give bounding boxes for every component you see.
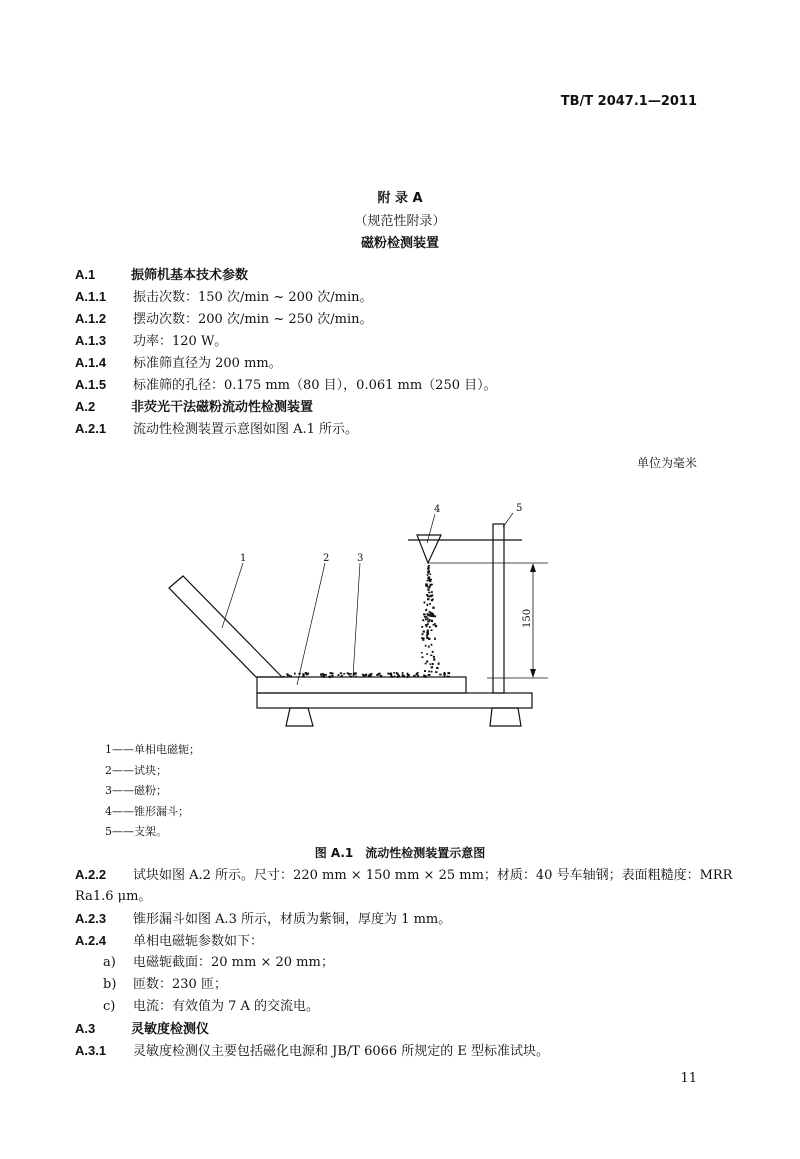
powder-particle	[438, 663, 440, 665]
item-text: 匝数：230 匝；	[133, 977, 227, 992]
powder-particle	[369, 676, 372, 677]
clause-number: A.3.1	[75, 1043, 107, 1058]
powder-particle	[341, 675, 343, 677]
powder-particle	[425, 676, 427, 678]
powder-particle	[429, 614, 431, 616]
powder-particle	[434, 638, 436, 640]
powder-particle	[429, 663, 431, 665]
powder-particle	[448, 673, 450, 674]
powder-particle	[378, 673, 380, 675]
powder-particle	[448, 676, 450, 677]
powder-particle	[430, 612, 432, 613]
powder-particle	[426, 609, 428, 611]
powder-particle	[338, 674, 340, 676]
powder-particle	[380, 675, 383, 677]
powder-particle	[298, 673, 300, 675]
powder-particle	[427, 574, 429, 576]
legend-item: 3——磁粉；	[105, 784, 167, 797]
powder-particle	[328, 676, 330, 678]
powder-particle	[294, 673, 296, 675]
powder-particle	[403, 675, 405, 677]
powder-particle	[427, 629, 429, 631]
clause-number: A.1.1	[75, 289, 107, 304]
powder-particle	[429, 580, 431, 582]
item-marker: a)	[103, 955, 116, 970]
label-2: 2	[323, 553, 330, 564]
powder-particle	[349, 675, 351, 677]
powder-particle	[427, 580, 429, 581]
list-item	[103, 999, 319, 1015]
clause-text: 功率：120 W。	[133, 334, 228, 349]
item-marker: b)	[103, 977, 117, 992]
clause-number: A.1.5	[75, 377, 107, 392]
powder-particle	[422, 637, 424, 639]
clause-text: 标准筛直径为 200 mm。	[133, 356, 282, 371]
powder-particle	[402, 672, 404, 674]
powder-particle	[417, 675, 419, 677]
powder-particle	[320, 673, 322, 675]
clause-text: 振击次数：150 次/min ~ 200 次/min。	[133, 290, 373, 305]
powder-particle	[387, 673, 389, 675]
clause-text: 试块如图 A.2 所示。尺寸：220 mm × 150 mm × 25 mm；材质：40 号车轴钢；表面粗糙度：MRR	[133, 868, 733, 883]
powder-particle	[305, 673, 307, 675]
powder-particle	[434, 623, 436, 625]
section-line	[75, 1043, 549, 1060]
powder-particle	[427, 623, 429, 625]
powder-particle	[444, 675, 446, 677]
powder-particle	[321, 676, 323, 678]
powder-particle	[435, 625, 437, 627]
support-stand	[493, 524, 504, 693]
legend-item: 2——试块；	[105, 763, 167, 777]
powder-particle	[427, 571, 429, 573]
powder-particle	[365, 674, 367, 676]
powder-particle	[433, 658, 435, 660]
powder-particle	[432, 651, 434, 653]
clause-text: 流动性检测装置示意图如图 A.1 所示。	[133, 422, 359, 437]
powder-particle	[427, 618, 429, 620]
powder-particle	[427, 633, 429, 635]
clause-number: A.2.2	[75, 867, 107, 882]
powder-particle	[425, 618, 427, 620]
powder-particle	[428, 576, 430, 577]
powder-particle	[430, 584, 432, 586]
clause-number: A.2.4	[75, 933, 107, 948]
powder-particle	[421, 626, 423, 628]
clause-number: A.2	[75, 399, 96, 414]
powder-particle	[422, 639, 424, 641]
clause-text: 标准筛的孔径：0.175 mm（80 目），0.061 mm（250 目）。	[133, 378, 497, 393]
powder-particle	[432, 594, 434, 596]
clause-number: A.1.4	[75, 355, 107, 370]
magnetic-powder-particles	[283, 565, 450, 678]
powder-particle	[417, 672, 419, 674]
powder-particle	[426, 653, 428, 655]
powder-particle	[431, 599, 433, 601]
clause-text: 非荧光干法磁粉流动性检测装置	[131, 400, 314, 415]
powder-particle	[428, 671, 430, 673]
powder-particle	[435, 671, 438, 673]
powder-particle	[427, 589, 429, 591]
powder-particle	[355, 676, 357, 678]
standard-number-header: TB/T 2047.1—2011	[560, 94, 697, 109]
clause-number: A.2.1	[75, 421, 107, 436]
powder-particle	[289, 675, 292, 677]
continuation-line: Ra1.6 μm。	[75, 889, 152, 904]
powder-particle	[429, 573, 431, 574]
powder-particle	[432, 663, 434, 665]
powder-particle	[425, 663, 427, 665]
powder-particle	[371, 673, 373, 675]
powder-particle	[428, 674, 430, 676]
left-foot	[286, 708, 313, 726]
item-text: 电流：有效值为 7 A 的交流电。	[133, 999, 320, 1014]
powder-particle	[426, 660, 428, 662]
base-plate	[257, 693, 532, 708]
powder-particle	[431, 671, 433, 673]
section-line	[75, 911, 451, 928]
powder-particle	[302, 673, 304, 675]
label-1: 1	[240, 553, 247, 564]
item-text: 电磁轭截面：20 mm × 20 mm；	[133, 955, 334, 970]
dimension-150: 150	[522, 608, 533, 628]
powder-particle	[423, 631, 425, 633]
clause-text: 振筛机基本技术参数	[131, 268, 249, 283]
powder-particle	[340, 672, 342, 674]
cone-funnel	[417, 535, 441, 563]
powder-particle	[423, 613, 426, 615]
powder-particle	[432, 607, 434, 609]
powder-particle	[424, 670, 426, 672]
clause-number: A.1.2	[75, 311, 107, 326]
powder-particle	[426, 637, 428, 639]
powder-particle	[429, 626, 431, 628]
powder-particle	[423, 674, 425, 676]
powder-particle	[407, 674, 410, 676]
powder-particle	[431, 666, 433, 668]
test-block	[257, 677, 466, 693]
powder-particle	[422, 619, 424, 621]
section-line	[75, 1021, 209, 1038]
list-item	[103, 977, 227, 993]
powder-particle	[398, 675, 401, 677]
powder-particle	[394, 675, 396, 677]
powder-particle	[433, 656, 435, 658]
powder-particle	[322, 673, 324, 675]
powder-particle	[429, 603, 431, 605]
appendix-subject: 磁粉检测装置	[360, 236, 439, 251]
powder-particle	[363, 675, 365, 677]
powder-particle	[421, 652, 423, 653]
powder-particle	[376, 674, 378, 676]
powder-particle	[426, 594, 428, 596]
right-foot	[490, 708, 521, 726]
powder-particle	[430, 655, 432, 656]
powder-particle	[355, 672, 357, 674]
powder-particle	[425, 616, 427, 618]
section-line	[75, 933, 263, 950]
label-3: 3	[357, 553, 364, 564]
powder-particle	[353, 674, 355, 676]
powder-particle	[427, 598, 430, 600]
powder-particle	[283, 676, 285, 678]
powder-particle	[413, 675, 415, 677]
electromagnetic-yoke	[169, 576, 282, 677]
clause-number: A.3	[75, 1021, 96, 1036]
powder-particle	[430, 630, 432, 631]
powder-particle	[421, 656, 423, 658]
unit-note: 单位为毫米	[636, 456, 697, 470]
powder-particle	[390, 673, 393, 675]
clause-text: 灵敏度检测仪主要包括磁化电源和 JB/T 6066 所规定的 E 型标准试块。	[133, 1044, 550, 1059]
powder-particle	[302, 675, 304, 677]
powder-particle	[425, 645, 427, 647]
section-line	[75, 867, 732, 884]
powder-particle	[439, 674, 441, 676]
clause-number: A.2.3	[75, 911, 107, 926]
powder-particle	[427, 595, 429, 597]
label-5: 5	[516, 503, 523, 514]
powder-particle	[424, 601, 426, 603]
powder-particle	[396, 672, 398, 674]
powder-particle	[429, 595, 431, 597]
clause-number: A.1	[75, 267, 96, 282]
powder-particle	[443, 672, 445, 674]
list-item	[103, 955, 334, 971]
powder-particle	[425, 624, 427, 626]
legend-item: 5——支架。	[105, 825, 167, 838]
powder-particle	[436, 667, 438, 669]
label-4: 4	[434, 504, 441, 515]
powder-particle	[391, 676, 393, 678]
clause-text: 摆动次数：200 次/min ~ 250 次/min。	[133, 312, 373, 327]
powder-particle	[343, 673, 345, 675]
powder-particle	[332, 672, 334, 674]
powder-particle	[330, 672, 332, 674]
legend-item: 1——单相电磁轭；	[105, 743, 200, 756]
powder-particle	[428, 646, 430, 648]
item-marker: c)	[103, 999, 116, 1014]
powder-particle	[348, 673, 350, 675]
page-number: 11	[680, 1071, 697, 1086]
powder-particle	[425, 583, 427, 585]
clause-text: 单相电磁轭参数如下：	[133, 934, 264, 949]
powder-particle	[427, 566, 429, 568]
powder-particle	[432, 614, 434, 615]
powder-particle	[422, 633, 424, 635]
figure-caption: 图 A.1 流动性检测装置示意图	[314, 846, 486, 860]
powder-particle	[350, 673, 352, 674]
powder-particle	[331, 674, 333, 676]
powder-particle	[427, 604, 429, 606]
powder-particle	[286, 673, 288, 675]
legend-item: 4——锥形漏斗；	[105, 804, 189, 818]
powder-particle	[431, 620, 433, 622]
powder-particle	[430, 644, 432, 646]
powder-particle	[427, 620, 429, 622]
clause-number: A.1.3	[75, 333, 107, 348]
leader-lines	[222, 513, 513, 685]
powder-particle	[428, 565, 430, 566]
powder-particle	[393, 672, 395, 674]
powder-particle	[431, 591, 433, 593]
clause-text: 锥形漏斗如图 A.3 所示，材质为紫铜，厚度为 1 mm。	[133, 912, 452, 927]
powder-particle	[427, 613, 429, 615]
appendix-title: 附 录 A	[377, 191, 423, 206]
powder-particle	[428, 592, 430, 594]
appendix-type: （规范性附录）	[354, 214, 446, 229]
clause-text: 灵敏度检测仪	[131, 1022, 210, 1037]
